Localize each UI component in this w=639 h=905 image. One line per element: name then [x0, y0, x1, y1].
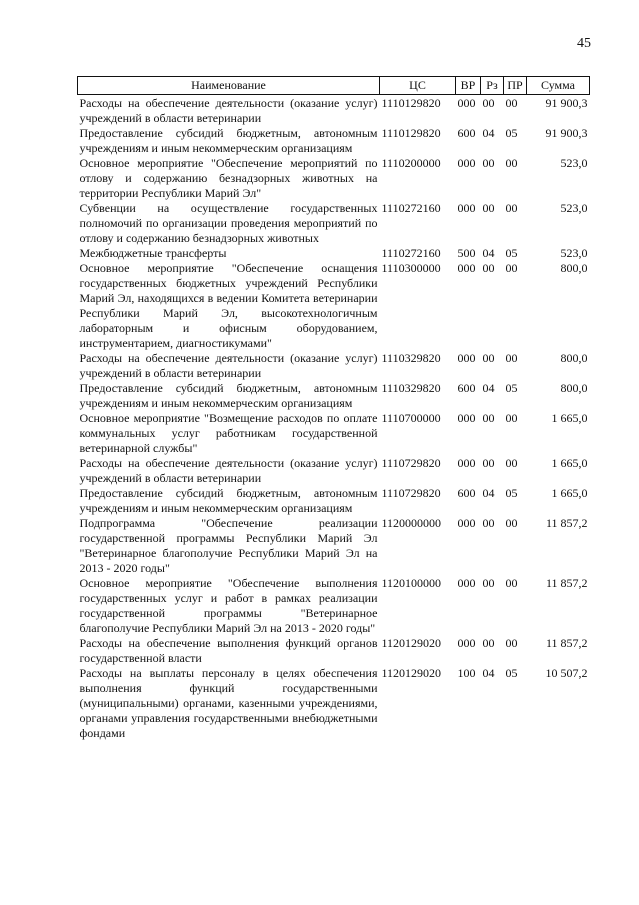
- table-row: [78, 456, 590, 486]
- rz-cell: 00: [482, 636, 495, 650]
- name-cell: Предоставление субсидий бюджетным, автономным учреждениям и иным некоммерческим организациям: [79, 381, 378, 410]
- vr-cell: 000: [457, 156, 476, 170]
- pr-cell: 05: [505, 246, 518, 260]
- sum-cell: 800,0: [560, 381, 588, 395]
- table-row: [78, 156, 590, 201]
- name-cell: Межбюджетные трансферты: [79, 246, 227, 260]
- header-pr: ПР: [504, 77, 527, 95]
- table-row: [78, 516, 590, 576]
- name-cell: Основное мероприятие "Возмещение расходов по оплате коммунальных услуг работникам государственной ветеринарной службы": [79, 411, 378, 455]
- cs-cell: 1120100000: [381, 576, 442, 590]
- sum-cell: 523,0: [560, 246, 588, 260]
- budget-table: [77, 76, 590, 741]
- sum-cell: 91 900,3: [545, 96, 588, 110]
- header-vr: ВР: [456, 77, 481, 95]
- rz-cell: 00: [482, 411, 495, 425]
- cs-cell: 1120129020: [381, 636, 442, 650]
- rz-cell: 00: [482, 351, 495, 365]
- vr-cell: 000: [457, 351, 476, 365]
- name-cell: Расходы на обеспечение деятельности (оказание услуг) учреждений в области ветеринарии: [79, 96, 378, 125]
- sum-cell: 1 665,0: [551, 486, 588, 500]
- pr-cell: 05: [505, 126, 518, 140]
- name-cell: Расходы на обеспечение выполнения функций органов государственной власти: [79, 636, 378, 665]
- vr-cell: 000: [457, 201, 476, 215]
- cs-cell: 1120000000: [381, 516, 442, 530]
- sum-cell: 11 857,2: [545, 516, 588, 530]
- cs-cell: 1110272160: [381, 201, 441, 215]
- page-number: 45: [577, 36, 591, 51]
- name-cell: Основное мероприятие "Обеспечение выполнения государственных услуг и работ в рамках реализации государственной программы "Ветеринарное благополучие Республики Марий Эл на 2013 - 2020 годы": [79, 576, 378, 635]
- table-row: [78, 381, 590, 411]
- table-row: [78, 126, 590, 156]
- header-rz: Рз: [481, 77, 504, 95]
- name-cell: Основное мероприятие "Обеспечение оснащения государственных бюджетных учреждений Республики Марий Эл, находящихся в ведении Комитета ветеринарии Республики Марий Эл, высокотехнологичным лабораторным и офисным оборудованием, инструментарием, диагностикумами": [79, 261, 378, 350]
- name-cell: Расходы на выплаты персоналу в целях обеспечения выполнения функций государственными (муниципальными) органами, казенными учреждениями, органами управления государственными внебюджетными фондами: [79, 666, 378, 740]
- pr-cell: 05: [505, 486, 518, 500]
- pr-cell: 00: [505, 261, 518, 275]
- cs-cell: 1110200000: [381, 156, 441, 170]
- table-row: [78, 261, 590, 351]
- rz-cell: 04: [482, 381, 495, 395]
- table-row: [78, 246, 590, 261]
- vr-cell: 100: [457, 666, 476, 680]
- vr-cell: 000: [457, 636, 476, 650]
- vr-cell: 000: [457, 576, 476, 590]
- vr-cell: 000: [457, 456, 476, 470]
- cs-cell: 1110729820: [381, 456, 441, 470]
- vr-cell: 500: [457, 246, 476, 260]
- cs-cell: 1110729820: [381, 486, 441, 500]
- rz-cell: 00: [482, 456, 495, 470]
- pr-cell: 00: [505, 411, 518, 425]
- vr-cell: 000: [457, 516, 476, 530]
- sum-cell: 91 900,3: [545, 126, 588, 140]
- sum-cell: 800,0: [560, 261, 588, 275]
- cs-cell: 1110272160: [381, 246, 441, 260]
- rz-cell: 00: [482, 156, 495, 170]
- sum-cell: 800,0: [560, 351, 588, 365]
- rz-cell: 04: [482, 126, 495, 140]
- pr-cell: 00: [505, 96, 518, 110]
- pr-cell: 05: [505, 381, 518, 395]
- cs-cell: 1120129020: [381, 666, 442, 680]
- pr-cell: 00: [505, 516, 518, 530]
- name-cell: Основное мероприятие "Обеспечение мероприятий по отлову и содержанию безнадзорных животных на территории Республики Марий Эл": [79, 156, 378, 200]
- cs-cell: 1110129820: [381, 126, 441, 140]
- rz-cell: 00: [482, 201, 495, 215]
- table-row: [78, 201, 590, 246]
- rz-cell: 00: [482, 261, 495, 275]
- pr-cell: 00: [505, 576, 518, 590]
- table-row: [78, 411, 590, 456]
- cs-cell: 1110700000: [381, 411, 441, 425]
- cs-cell: 1110129820: [381, 96, 441, 110]
- vr-cell: 000: [457, 411, 476, 425]
- rz-cell: 04: [482, 246, 495, 260]
- rz-cell: 04: [482, 666, 495, 680]
- table-row: [78, 351, 590, 381]
- vr-cell: 000: [457, 96, 476, 110]
- sum-cell: 523,0: [560, 201, 588, 215]
- sum-cell: 1 665,0: [551, 456, 588, 470]
- pr-cell: 00: [505, 156, 518, 170]
- name-cell: Субвенции на осуществление государственных полномочий по организации проведения мероприятий по отлову и содержанию безнадзорных животных: [79, 201, 378, 245]
- table-body: [78, 96, 590, 741]
- cs-cell: 1110300000: [381, 261, 441, 275]
- vr-cell: 600: [457, 486, 476, 500]
- sum-cell: 11 857,2: [545, 636, 588, 650]
- name-cell: Расходы на обеспечение деятельности (оказание услуг) учреждений в области ветеринарии: [79, 456, 378, 485]
- vr-cell: 000: [457, 261, 476, 275]
- vr-cell: 600: [457, 381, 476, 395]
- sum-cell: 11 857,2: [545, 576, 588, 590]
- rz-cell: 00: [482, 516, 495, 530]
- pr-cell: 00: [505, 636, 518, 650]
- table-row: [78, 666, 590, 741]
- pr-cell: 00: [505, 201, 518, 215]
- header-sum: Сумма: [527, 77, 590, 95]
- table-row: [78, 486, 590, 516]
- header-cs: ЦС: [380, 77, 456, 95]
- name-cell: Предоставление субсидий бюджетным, автономным учреждениям и иным некоммерческим организациям: [79, 126, 378, 155]
- table-row: [78, 96, 590, 126]
- pr-cell: 00: [505, 456, 518, 470]
- pr-cell: 05: [505, 666, 518, 680]
- name-cell: Подпрограмма "Обеспечение реализации государственной программы Республики Марий Эл "Ветеринарное благополучие Республики Марий Эл на 2013 - 2020 годы": [79, 516, 378, 575]
- table-row: [78, 636, 590, 666]
- sum-cell: 1 665,0: [551, 411, 588, 425]
- vr-cell: 600: [457, 126, 476, 140]
- table-header-row: [78, 77, 590, 95]
- cs-cell: 1110329820: [381, 351, 441, 365]
- header-name: Наименование: [78, 77, 380, 95]
- table-row: [78, 576, 590, 636]
- rz-cell: 04: [482, 486, 495, 500]
- sum-cell: 523,0: [560, 156, 588, 170]
- pr-cell: 00: [505, 351, 518, 365]
- rz-cell: 00: [482, 96, 495, 110]
- name-cell: Расходы на обеспечение деятельности (оказание услуг) учреждений в области ветеринарии: [79, 351, 378, 380]
- name-cell: Предоставление субсидий бюджетным, автономным учреждениям и иным некоммерческим организациям: [79, 486, 378, 515]
- cs-cell: 1110329820: [381, 381, 441, 395]
- rz-cell: 00: [482, 576, 495, 590]
- sum-cell: 10 507,2: [545, 666, 588, 680]
